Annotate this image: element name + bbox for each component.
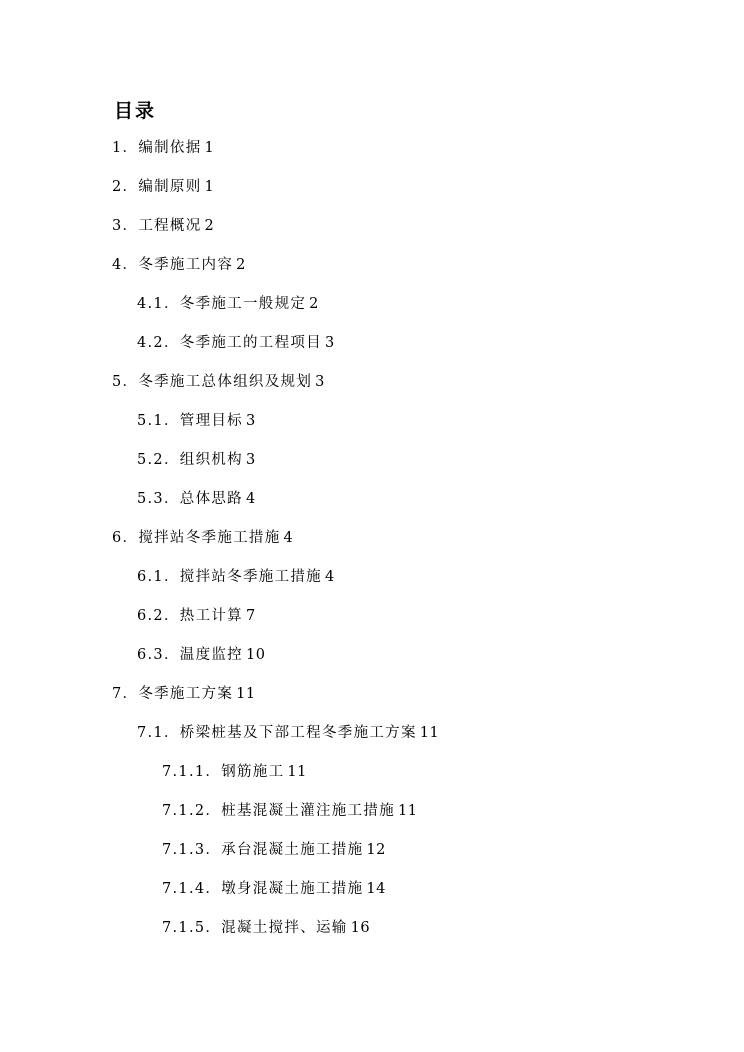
toc-entry[interactable] [112,139,214,157]
toc-entry-text: 混凝土搅拌、运输 [221,920,348,936]
toc-entry-page-number: 14 [366,881,386,897]
toc-entry-number: 7． [112,686,139,702]
toc-entry-number: 5.2． [137,452,180,468]
toc-entry-page-number: 3 [245,413,256,429]
toc-entry[interactable] [137,334,335,352]
toc-entry-text: 编制依据 [138,140,202,156]
toc-entry[interactable] [137,724,439,742]
toc-entry-page-number: 3 [324,335,335,351]
toc-entry-text: 墩身混凝土施工措施 [221,881,364,897]
toc-entry-number: 7.1.2． [162,803,222,819]
toc-entry-text: 搅拌站冬季施工措施 [138,530,281,546]
toc-entry-page-number: 2 [309,296,319,312]
toc-entry-number: 5.3． [137,491,180,507]
toc-entry-text: 工程概况 [138,218,202,234]
toc-entry[interactable] [137,607,256,625]
toc-entry[interactable] [137,646,265,664]
toc-entry-text: 桥梁桩基及下部工程冬季施工方案 [179,725,417,741]
toc-entry-number: 2． [112,179,139,195]
toc-entry-text: 冬季施工的工程项目 [179,335,322,351]
toc-entry-page-number: 2 [204,218,215,234]
toc-entry-page-number: 3 [315,374,325,390]
toc-entry[interactable] [137,412,256,430]
toc-entry-number: 7.1.5． [162,920,222,936]
toc-entry-page-number: 2 [236,257,246,273]
toc-entry-text: 组织机构 [179,452,243,468]
toc-entry-number: 6． [112,530,139,546]
toc-entry-page-number: 4 [245,491,256,507]
toc-entry[interactable] [162,919,370,937]
toc-entry-number: 4.2． [137,335,180,351]
toc-entry-number: 4.1． [137,296,180,312]
toc-entry-page-number: 3 [245,452,256,468]
toc-title: 目录 [114,100,157,122]
toc-entry-number: 1． [112,140,139,156]
toc-entry-page-number: 11 [419,725,440,741]
toc-entry-number: 5.1． [137,413,180,429]
toc-entry[interactable] [137,568,335,586]
toc-entry[interactable] [112,256,246,274]
toc-entry[interactable] [112,685,256,703]
toc-entry-number: 4． [112,257,139,273]
toc-entry-page-number: 10 [245,647,266,663]
toc-entry-text: 搅拌站冬季施工措施 [179,569,322,585]
toc-entry-number: 6.1． [137,569,180,585]
toc-entry[interactable] [162,841,386,859]
toc-entry[interactable] [137,490,256,508]
toc-entry[interactable] [162,763,307,781]
toc-entry[interactable] [162,880,386,898]
toc-entry-page-number: 12 [366,842,386,858]
toc-entry-page-number: 11 [236,686,256,702]
toc-entry-number: 6.3． [137,647,180,663]
toc-entry-number: 7.1.1． [162,764,222,780]
toc-entry-page-number: 4 [283,530,294,546]
toc-entry-text: 冬季施工总体组织及规划 [138,374,313,390]
toc-entry[interactable] [162,802,417,820]
toc-entry[interactable] [137,295,319,313]
toc-entry-number: 7.1.4． [162,881,222,897]
toc-entry-text: 热工计算 [179,608,243,624]
toc-entry-page-number: 11 [398,803,418,819]
toc-entry-page-number: 1 [204,179,215,195]
toc-entry[interactable] [112,529,293,547]
toc-entry-page-number: 11 [287,764,307,780]
toc-entry-number: 3． [112,218,139,234]
toc-entry-text: 冬季施工方案 [138,686,234,702]
toc-entry-page-number: 16 [350,920,371,936]
toc-entry-page-number: 7 [245,608,256,624]
toc-entry-text: 总体思路 [179,491,243,507]
toc-entry-number: 6.2． [137,608,180,624]
toc-entry-number: 7.1． [137,725,180,741]
toc-entry-text: 冬季施工内容 [138,257,234,273]
toc-entry-text: 承台混凝土施工措施 [221,842,364,858]
toc-entry-page-number: 4 [324,569,335,585]
toc-entry-text: 编制原则 [138,179,202,195]
toc-entry-number: 7.1.3． [162,842,222,858]
toc-entry-text: 钢筋施工 [221,764,285,780]
toc-entry[interactable] [112,178,214,196]
toc-entry[interactable] [112,373,325,391]
toc-entry[interactable] [112,217,214,235]
toc-entry[interactable] [137,451,256,469]
toc-entry-text: 管理目标 [179,413,243,429]
toc-entry-page-number: 1 [204,140,215,156]
toc-entry-text: 温度监控 [179,647,243,663]
toc-entry-number: 5． [112,374,139,390]
toc-entry-text: 桩基混凝土灌注施工措施 [221,803,396,819]
toc-entry-text: 冬季施工一般规定 [179,296,307,312]
